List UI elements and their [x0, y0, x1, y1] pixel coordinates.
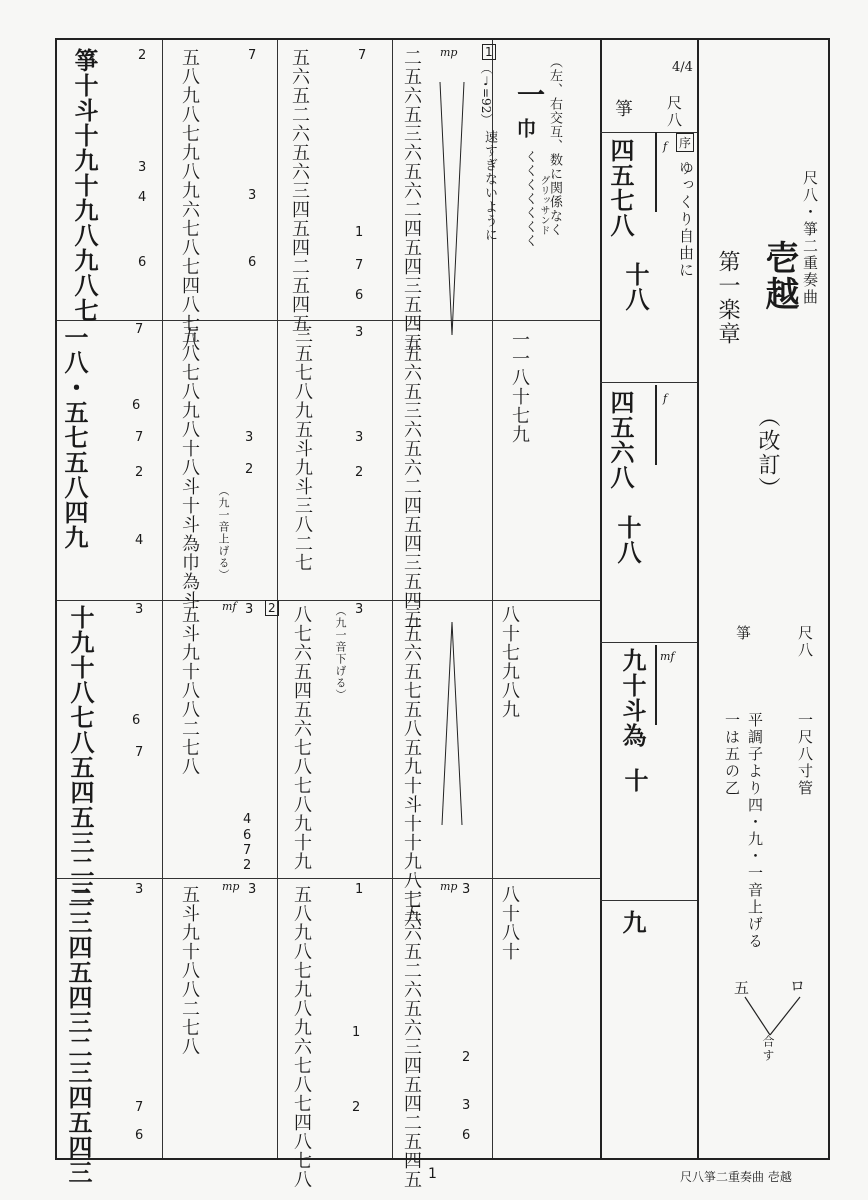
string-number: 6 [132, 398, 141, 413]
c5-notes: 一八・五七五八四九 [60, 325, 89, 550]
c5-notes: 十九十八七八五四五三二三 [66, 605, 95, 905]
block3-notes: 九十斗為 [618, 648, 647, 748]
c1-notes: 一一八十七九 [509, 330, 530, 444]
c2-notes: 一五六五二六五六三四五四二五四五 [401, 885, 422, 1189]
piece-title: 壱越 [759, 240, 799, 312]
page-number: 1 [428, 1166, 437, 1182]
c4-notes: 五斗九十八八二七八 [179, 885, 200, 1056]
string-number: 6 [248, 255, 257, 270]
string-number: 7 [355, 258, 364, 273]
tuning-kuchi: ロ [790, 977, 806, 995]
c3-notes: 五六五二六五六三四五四二五四五 [289, 48, 310, 333]
time-signature: 4/4 [672, 60, 693, 75]
shakuhachi-spec: 一尺八寸管 [796, 712, 814, 797]
dynamic-mark: mp [440, 46, 458, 59]
c1-notes: 八十八十 [499, 885, 520, 961]
movement-label: 第一楽章 [715, 250, 740, 346]
piece-subtitle: （改訂） [755, 405, 780, 501]
c3-notes: 五八九八七九八九六七八七四八七八 [291, 885, 312, 1189]
header-text: 尺八・箏二重奏曲 [801, 170, 819, 306]
string-number: 2 [462, 1050, 471, 1065]
c3-notes: 八七六五四五六七八七八九十九 [291, 605, 312, 871]
c1-annotation: （左、右交互、数に関係なく [547, 55, 562, 237]
string-number: 1 [355, 882, 364, 897]
c4-notes: 五斗九十八八二七八 [179, 605, 200, 776]
c3-notes: 三五七八九五斗九斗三八二七 [292, 325, 313, 572]
string-number: 3 [462, 1098, 471, 1113]
string-number: 7 [135, 745, 144, 760]
string-number: 7 [248, 48, 257, 63]
tuning-gassu: 合す [761, 1035, 775, 1063]
string-number: 7 [135, 430, 144, 445]
string-number: 3 [138, 160, 147, 175]
string-number: 2 [352, 1100, 361, 1115]
string-number: 3 [355, 430, 364, 445]
string-number: 4 [135, 533, 144, 548]
string-number: 4 [243, 812, 252, 827]
dynamic-mark: mp [222, 880, 240, 893]
tuning-go: 五 [734, 979, 750, 997]
string-number: 2 [245, 462, 254, 477]
tempo-mark: （♩=92） [479, 62, 493, 126]
string-number: 7 [358, 48, 367, 63]
dynamic-mark: mf [660, 650, 675, 663]
string-number: 1 [355, 225, 364, 240]
bar-line [655, 645, 657, 725]
jo-label: 序 [676, 133, 694, 152]
koto-label: 箏 [734, 625, 752, 642]
string-number: 6 [243, 828, 252, 843]
c3-annotation: （九一音下げる） [334, 605, 347, 701]
shakuhachi-label: 尺八 [796, 625, 814, 659]
part-shaku-label: 尺八 [665, 95, 683, 129]
block4-notes: 九 [618, 910, 647, 935]
string-number: 2 [138, 48, 147, 63]
c1-notes: 八十七九八九 [499, 605, 520, 719]
string-number: 3 [245, 602, 254, 617]
c1-annotation-2: くくくくくくく [522, 150, 537, 248]
c4-notes: 五八九八七九八九六七八七四八七八 [179, 48, 200, 352]
c2-notes: 二五六五七五八五九十斗十十九八七六 [401, 605, 422, 928]
string-number: 2 [355, 465, 364, 480]
c4-notes: 五八七八九八十八斗十斗為巾為斗 [179, 325, 200, 610]
c1-rhythm: 巾 [513, 118, 537, 139]
string-number: 3 [248, 188, 257, 203]
string-number: 3 [245, 430, 254, 445]
dynamic-mark: mf [222, 600, 237, 613]
dynamic-mark: f [663, 392, 668, 405]
string-number: 6 [462, 1128, 471, 1143]
c1-note: 一 [513, 80, 546, 109]
block2-sub: 十八 [613, 515, 642, 565]
part-koto-label: 箏 [615, 99, 633, 120]
string-number: 6 [135, 1128, 144, 1143]
string-number: 7 [135, 1100, 144, 1115]
tempo-text: ゆっくり自由に [677, 160, 695, 279]
c1-annotation-4: 速すぎないように [482, 130, 497, 242]
string-number: 6 [138, 255, 147, 270]
running-title: 尺八箏二重奏曲 壱越 [680, 1170, 792, 1184]
bar-number: 1 [482, 44, 496, 60]
c4-annotation: （九一音上げる） [217, 485, 230, 581]
string-number: 3 [248, 882, 257, 897]
c2-notes: 二五六五三六五六二四五四三五四五 [401, 325, 422, 629]
string-number: 3 [355, 602, 364, 617]
block1-sub: 十八 [621, 262, 650, 312]
block1-notes: 四五七八 [606, 138, 635, 238]
c5-notes: 二三四五四三二三四五四三 [64, 885, 93, 1185]
tuning-note-a: 平調子より四・九・一音上げる [746, 712, 764, 950]
dynamic-mark: mp [440, 880, 458, 893]
dynamic-mark: f [663, 140, 668, 153]
c2-notes: 二五六五三六五六二四五四三五四五 [401, 48, 422, 352]
crescendo-hairpin [438, 80, 468, 340]
string-number: 7 [135, 322, 144, 337]
bar-line [655, 132, 657, 212]
bar-line [655, 385, 657, 465]
string-number: 6 [355, 288, 364, 303]
string-number: 6 [132, 713, 141, 728]
string-number: 3 [462, 882, 471, 897]
string-number: 4 [138, 190, 147, 205]
string-number: 7 [243, 843, 252, 858]
string-number: 2 [243, 858, 252, 873]
block3-sub: 十 [620, 768, 649, 793]
string-number: 1 [352, 1025, 361, 1040]
crescendo-hairpin [440, 620, 464, 830]
string-number: 3 [355, 325, 364, 340]
bar-number: 2 [265, 600, 279, 616]
block2-notes: 四五六八 [606, 390, 635, 490]
c1-annotation-3: グリッサンド [538, 175, 549, 235]
string-number: 2 [135, 465, 144, 480]
string-number: 3 [135, 602, 144, 617]
tuning-note-b: 一は五の乙 [723, 712, 741, 797]
c5-notes: 箏十斗十九十九八九八七 [70, 48, 99, 323]
string-number: 3 [135, 882, 144, 897]
